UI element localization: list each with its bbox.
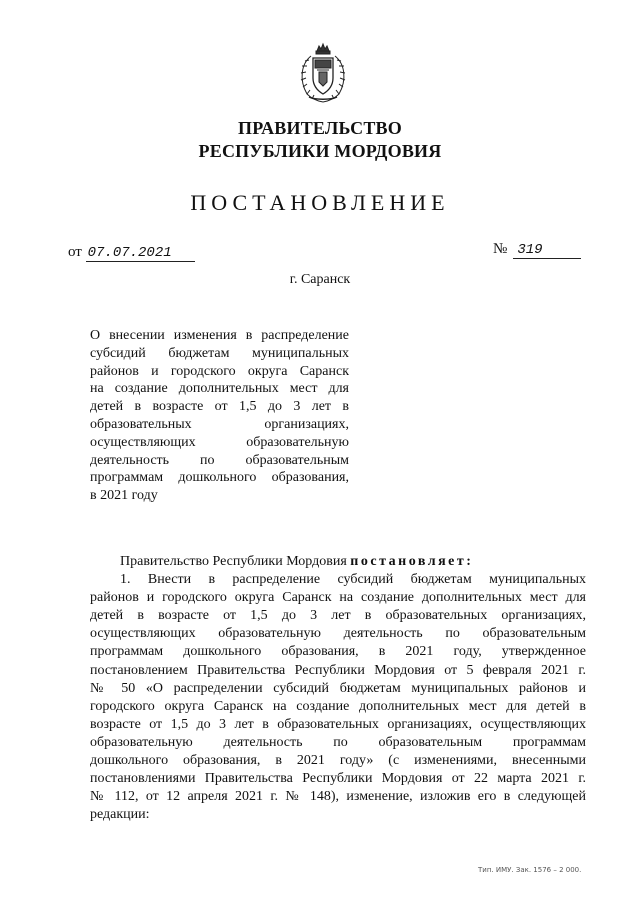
body-line: осуществляющих образовательную деятельность по образовательным xyxy=(90,626,586,642)
government-title: ПРАВИТЕЛЬСТВО xyxy=(238,118,402,138)
subject-line: программам дошкольного образования, xyxy=(90,470,349,486)
body-line: № 112, от 12 апреля 2021 г. № 148), изменение, изложив его в следующей xyxy=(90,789,586,805)
number-prefix: № xyxy=(493,241,508,257)
subject-line: детей в возрасте от 1,5 до 3 лет в xyxy=(90,399,349,415)
coat-of-arms-icon xyxy=(295,42,351,106)
date-prefix: от xyxy=(68,244,82,260)
subject-line: на создание дополнительных мест для xyxy=(90,381,349,397)
resolution-body xyxy=(90,553,586,824)
body-line: городского округа Саранск на создание дополнительных мест для детей в xyxy=(90,698,586,714)
subject-line: в 2021 году xyxy=(90,488,158,504)
body-line: возрасте от 1,5 до 3 лет в образовательных организациях, осуществляющих xyxy=(90,716,586,732)
body-line: постановлениями Правительства Республики Мордовия от 22 марта 2021 г. xyxy=(90,771,586,787)
print-note: Тип. ИМУ. Зак. 1576 – 2 000. xyxy=(478,866,582,874)
subject-line: образовательных организациях, xyxy=(90,416,349,432)
subject-line: районов и городского округа Саранск xyxy=(90,363,349,379)
city-label: г. Саранск xyxy=(289,272,351,287)
date-value: 07.07.2021 xyxy=(86,245,195,262)
body-line: образовательную деятельность по образовательным программам xyxy=(90,734,586,750)
body-line: № 50 «О распределении субсидий бюджетам муниципальных районов и xyxy=(90,680,586,696)
subject-line: субсидий бюджетам муниципальных xyxy=(90,345,349,361)
body-intro: Правительство Республики Мордовия xyxy=(120,554,347,569)
government-subtitle: РЕСПУБЛИКИ МОРДОВИЯ xyxy=(198,141,442,161)
document-type: ПОСТАНОВЛЕНИЕ xyxy=(190,190,450,215)
number-field xyxy=(493,241,581,259)
subject-line: деятельность по образовательным xyxy=(90,452,349,468)
body-intro-line xyxy=(90,553,586,571)
body-line: детей в возрасте от 1,5 до 3 лет в образовательных организациях, xyxy=(90,608,586,624)
body-line: программам дошкольного образования, в 2021 году, утвержденное xyxy=(90,644,586,660)
subject-line: осуществляющих образовательную xyxy=(90,434,349,450)
body-line: дошкольного образования, в 2021 году» (с изменениями, внесенными xyxy=(90,753,586,769)
number-value: 319 xyxy=(513,242,581,259)
date-field xyxy=(68,244,195,262)
body-line: редакции: xyxy=(90,807,150,823)
subject-block xyxy=(90,327,349,505)
subject-line: О внесении изменения в распределение xyxy=(90,328,349,343)
body-line: 1. Внести в распределение субсидий бюджетам муниципальных xyxy=(120,572,586,588)
body-line: районов и городского округа Саранск на создание дополнительных мест для xyxy=(90,590,586,606)
resolves-word: постановляет: xyxy=(350,554,474,569)
body-line: постановлением Правительства Республики Мордовия от 5 февраля 2021 г. xyxy=(90,662,586,678)
